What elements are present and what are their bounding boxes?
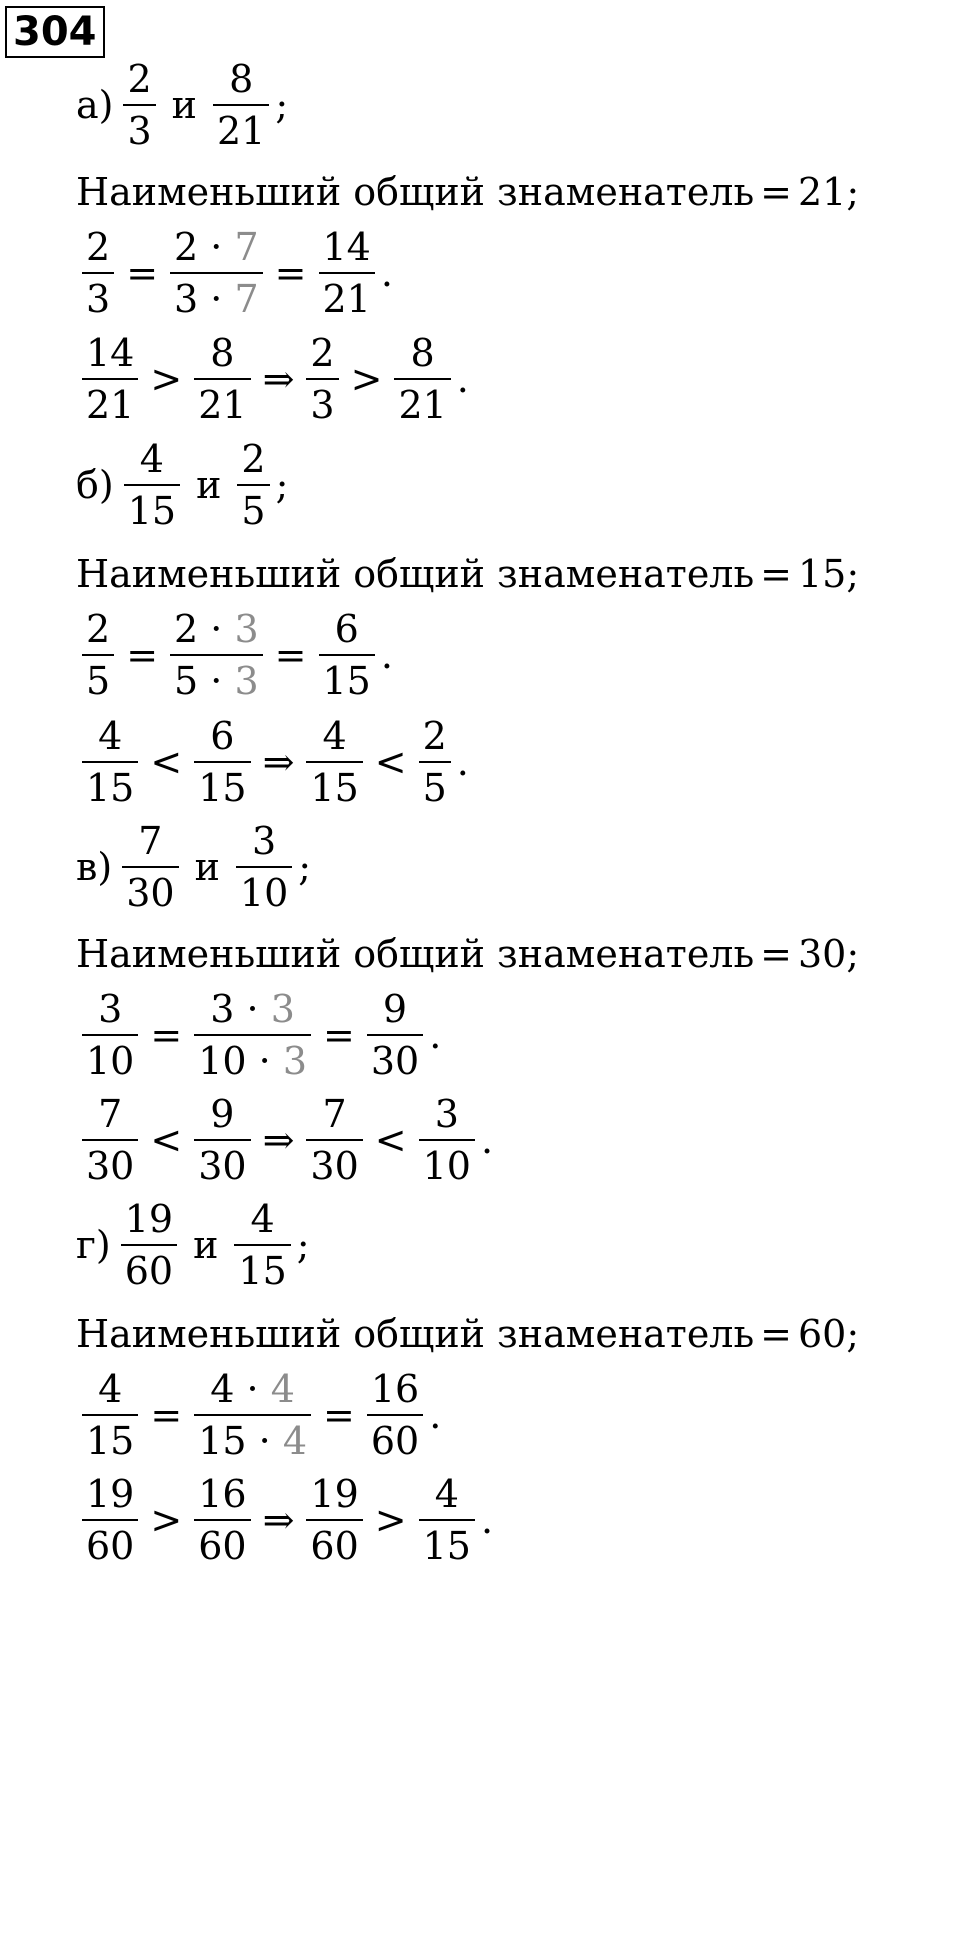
numerator: 19 xyxy=(124,1197,174,1241)
denominator: 30 xyxy=(122,866,178,912)
lcd-text: Наименьший общий знаменатель xyxy=(76,552,755,596)
expanded-fraction xyxy=(194,987,311,1083)
comparison-line xyxy=(76,1092,494,1188)
dot-operator: · xyxy=(198,225,235,269)
multiplier: 3 xyxy=(234,659,259,703)
multiplier: 3 xyxy=(234,607,259,651)
result-fraction xyxy=(367,987,423,1083)
conversion-line xyxy=(76,1367,442,1463)
multiplier: 7 xyxy=(234,277,259,321)
numerator: 7 xyxy=(98,1092,123,1136)
result-right xyxy=(419,1092,475,1188)
source-fraction xyxy=(82,987,138,1083)
denominator: 60 xyxy=(82,1519,138,1565)
lcd-value: 15 xyxy=(797,552,847,596)
result-sign: < xyxy=(374,1118,407,1162)
numerator: 3 xyxy=(251,819,277,863)
denominator: 60 xyxy=(367,1414,423,1460)
result-left xyxy=(306,1472,362,1568)
denominator: 10 xyxy=(198,1039,247,1083)
conversion-line xyxy=(76,607,393,703)
equals-sign: = xyxy=(150,1393,183,1437)
numerator: 3 xyxy=(210,987,235,1031)
dot-operator: · xyxy=(234,987,271,1031)
compare-sign: < xyxy=(150,740,183,784)
numerator: 4 xyxy=(139,437,164,481)
denominator: 21 xyxy=(194,378,250,424)
numerator: 2 xyxy=(174,225,199,269)
numerator: 4 xyxy=(322,714,347,758)
denominator: 30 xyxy=(194,1139,250,1185)
expanded-numerator xyxy=(206,1367,299,1414)
denominator: 5 xyxy=(82,654,114,700)
lcd-text: Наименьший общий знаменатель xyxy=(76,170,755,214)
denominator: 15 xyxy=(306,761,362,807)
problem-number: 304 xyxy=(5,6,105,58)
dot-operator: · xyxy=(234,1367,271,1411)
numerator: 4 xyxy=(434,1472,459,1516)
denominator: 15 xyxy=(194,761,250,807)
equals-sign: = xyxy=(760,552,792,596)
source-fraction xyxy=(82,225,114,321)
lcd-text: Наименьший общий знаменатель xyxy=(76,1312,755,1356)
result-left xyxy=(306,1092,362,1188)
numerator: 8 xyxy=(229,57,254,101)
fraction-b xyxy=(213,57,269,153)
expanded-fraction xyxy=(170,607,263,703)
denominator: 15 xyxy=(234,1244,290,1290)
period: . xyxy=(480,1498,494,1542)
denominator: 15 xyxy=(198,1419,247,1463)
conversion-line xyxy=(76,987,442,1083)
numerator: 6 xyxy=(334,607,359,651)
period: . xyxy=(456,740,469,784)
numerator: 3 xyxy=(434,1092,459,1136)
comparison-line xyxy=(76,331,469,427)
result-left xyxy=(306,714,362,810)
expanded-denominator xyxy=(170,654,263,703)
equals-sign: = xyxy=(150,1013,183,1057)
equals-sign: = xyxy=(323,1393,355,1437)
compare-left xyxy=(82,331,138,427)
numerator: 16 xyxy=(198,1472,247,1516)
numerator: 4 xyxy=(210,1367,235,1411)
period: . xyxy=(380,633,393,677)
semicolon: ; xyxy=(846,1312,860,1356)
numerator: 7 xyxy=(322,1092,347,1136)
numerator: 2 xyxy=(86,607,111,651)
result-right xyxy=(394,331,450,427)
multiplier: 3 xyxy=(270,987,295,1031)
period: . xyxy=(480,1118,494,1162)
numerator: 14 xyxy=(322,225,371,269)
result-fraction xyxy=(319,225,375,321)
implies-arrow: ⇒ xyxy=(262,1498,295,1542)
result-left xyxy=(306,331,338,427)
denominator: 21 xyxy=(394,378,450,424)
expanded-fraction xyxy=(194,1367,311,1463)
part-label: а) xyxy=(76,83,114,127)
comparison-line xyxy=(76,1472,494,1568)
expanded-denominator xyxy=(194,1034,311,1083)
expanded-numerator xyxy=(206,987,299,1034)
part-header xyxy=(76,1197,310,1293)
semicolon: ; xyxy=(846,170,860,214)
semicolon: ; xyxy=(846,552,860,596)
denominator: 5 xyxy=(174,659,199,703)
compare-left xyxy=(82,1472,138,1568)
part-header xyxy=(76,819,312,915)
result-sign: > xyxy=(374,1498,407,1542)
result-right xyxy=(419,1472,475,1568)
denominator: 15 xyxy=(419,1519,475,1565)
numerator: 8 xyxy=(410,331,435,375)
denominator: 30 xyxy=(367,1034,423,1080)
denominator: 10 xyxy=(82,1034,138,1080)
lcd-line xyxy=(76,552,859,596)
denominator: 5 xyxy=(419,761,451,807)
expanded-numerator xyxy=(170,225,263,272)
expanded-fraction xyxy=(170,225,263,321)
lcd-line xyxy=(76,170,859,214)
multiplier: 3 xyxy=(282,1039,307,1083)
denominator: 15 xyxy=(124,484,180,530)
result-fraction xyxy=(319,607,375,703)
numerator: 2 xyxy=(310,331,335,375)
semicolon: ; xyxy=(846,932,860,976)
lcd-value: 60 xyxy=(797,1312,847,1356)
fraction-a xyxy=(122,819,178,915)
result-sign: < xyxy=(374,740,407,784)
source-fraction xyxy=(82,607,114,703)
fraction-a xyxy=(124,437,180,533)
conjunction: и xyxy=(193,1223,219,1267)
dot-operator: · xyxy=(198,659,235,703)
numerator: 8 xyxy=(210,331,235,375)
denominator: 3 xyxy=(82,272,114,318)
lcd-value: 21 xyxy=(797,170,847,214)
multiplier: 7 xyxy=(234,225,259,269)
part-label: в) xyxy=(76,845,113,889)
denominator: 3 xyxy=(123,104,155,150)
expanded-numerator xyxy=(170,607,263,654)
denominator: 21 xyxy=(213,104,269,150)
denominator: 3 xyxy=(174,277,199,321)
denominator: 30 xyxy=(82,1139,138,1185)
part-header xyxy=(76,57,289,153)
compare-right xyxy=(194,714,250,810)
expanded-denominator xyxy=(194,1414,311,1463)
lcd-text: Наименьший общий знаменатель xyxy=(76,932,755,976)
denominator: 15 xyxy=(319,654,375,700)
denominator: 5 xyxy=(237,484,269,530)
equals-sign: = xyxy=(760,170,792,214)
conjunction: и xyxy=(194,845,220,889)
expanded-denominator xyxy=(170,272,263,321)
period: . xyxy=(380,251,393,295)
compare-left xyxy=(82,714,138,810)
equals-sign: = xyxy=(274,251,307,295)
compare-right xyxy=(194,1092,250,1188)
dot-operator: · xyxy=(246,1039,283,1083)
implies-arrow: ⇒ xyxy=(262,740,295,784)
lcd-line xyxy=(76,932,859,976)
equals-sign: = xyxy=(760,932,792,976)
numerator: 2 xyxy=(422,714,447,758)
numerator: 7 xyxy=(138,819,163,863)
conjunction: и xyxy=(196,463,222,507)
fraction-b xyxy=(236,819,292,915)
denominator: 30 xyxy=(306,1139,362,1185)
comparison-line xyxy=(76,714,469,810)
multiplier: 4 xyxy=(282,1419,307,1463)
source-fraction xyxy=(82,1367,138,1463)
numerator: 4 xyxy=(98,714,123,758)
fraction-a xyxy=(123,57,155,153)
numerator: 14 xyxy=(86,331,135,375)
compare-sign: > xyxy=(150,1498,183,1542)
semicolon: ; xyxy=(298,845,312,889)
numerator: 2 xyxy=(127,57,152,101)
part-header xyxy=(76,437,289,533)
conjunction: и xyxy=(171,83,197,127)
result-right xyxy=(419,714,451,810)
fraction-a xyxy=(121,1197,177,1293)
multiplier: 4 xyxy=(270,1367,295,1411)
fraction-b xyxy=(237,437,269,533)
denominator: 21 xyxy=(82,378,138,424)
period: . xyxy=(456,357,469,401)
denominator: 15 xyxy=(82,761,138,807)
equals-sign: = xyxy=(126,633,159,677)
numerator: 2 xyxy=(174,607,199,651)
fraction-b xyxy=(234,1197,290,1293)
numerator: 6 xyxy=(210,714,235,758)
numerator: 16 xyxy=(370,1367,420,1411)
denominator: 60 xyxy=(306,1519,362,1565)
numerator: 3 xyxy=(98,987,123,1031)
denominator: 60 xyxy=(121,1244,177,1290)
compare-left xyxy=(82,1092,138,1188)
dot-operator: · xyxy=(198,607,235,651)
numerator: 19 xyxy=(310,1472,359,1516)
numerator: 4 xyxy=(98,1367,123,1411)
denominator: 15 xyxy=(82,1414,138,1460)
numerator: 2 xyxy=(86,225,111,269)
semicolon: ; xyxy=(275,463,289,507)
result-sign: > xyxy=(350,357,383,401)
implies-arrow: ⇒ xyxy=(262,357,295,401)
denominator: 21 xyxy=(319,272,375,318)
equals-sign: = xyxy=(323,1013,355,1057)
equals-sign: = xyxy=(126,251,159,295)
compare-right xyxy=(194,331,250,427)
dot-operator: · xyxy=(246,1419,283,1463)
denominator: 10 xyxy=(419,1139,475,1185)
compare-sign: > xyxy=(150,357,183,401)
numerator: 9 xyxy=(210,1092,235,1136)
numerator: 19 xyxy=(86,1472,135,1516)
period: . xyxy=(429,1013,442,1057)
part-label: б) xyxy=(76,463,114,507)
semicolon: ; xyxy=(275,83,289,127)
numerator: 4 xyxy=(250,1197,275,1241)
dot-operator: · xyxy=(198,277,235,321)
semicolon: ; xyxy=(296,1223,310,1267)
denominator: 60 xyxy=(194,1519,250,1565)
implies-arrow: ⇒ xyxy=(262,1118,295,1162)
denominator: 3 xyxy=(306,378,338,424)
denominator: 10 xyxy=(236,866,292,912)
lcd-value: 30 xyxy=(797,932,847,976)
numerator: 9 xyxy=(382,987,408,1031)
numerator: 2 xyxy=(241,437,266,481)
lcd-line xyxy=(76,1312,859,1356)
compare-right xyxy=(194,1472,250,1568)
result-fraction xyxy=(367,1367,423,1463)
compare-sign: < xyxy=(150,1118,183,1162)
equals-sign: = xyxy=(760,1312,792,1356)
conversion-line xyxy=(76,225,393,321)
equals-sign: = xyxy=(274,633,307,677)
period: . xyxy=(429,1393,442,1437)
part-label: г) xyxy=(76,1223,111,1267)
